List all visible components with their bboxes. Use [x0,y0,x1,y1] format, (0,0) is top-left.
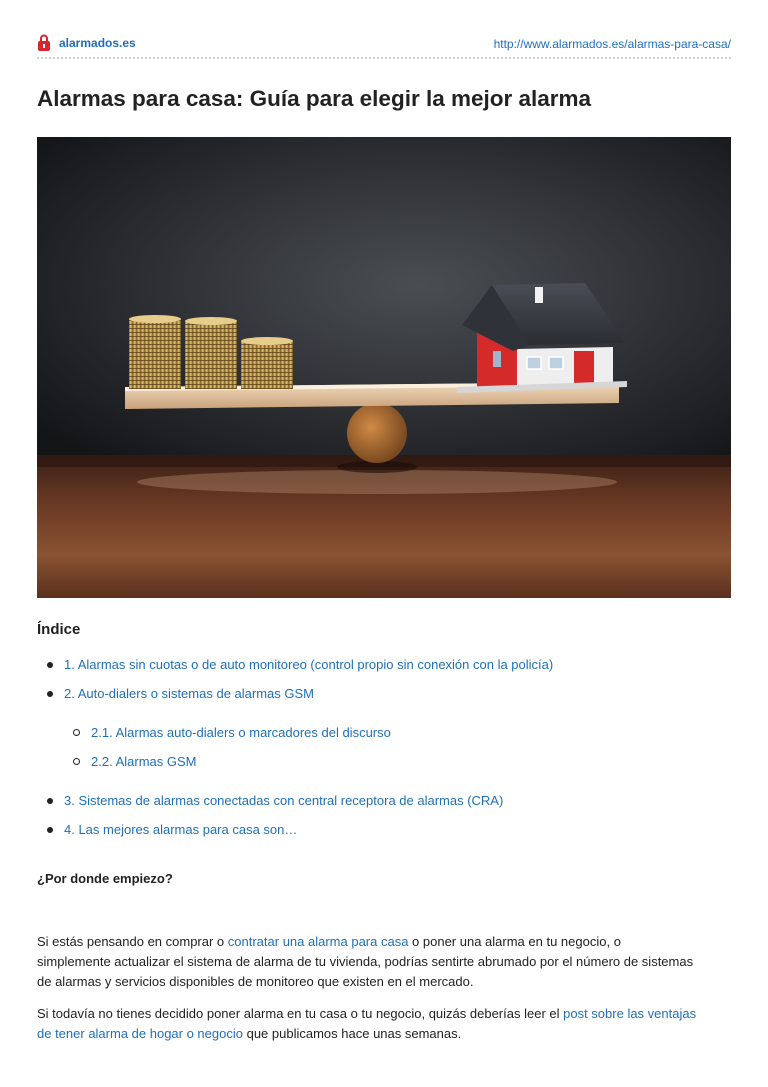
toc-item [45,793,553,822]
toc-sublink[interactable]: 2.1. Alarmas auto-dialers o marcadores del discurso [91,725,391,740]
toc-subitem [45,754,553,783]
toc-sublink[interactable]: 2.2. Alarmas GSM [91,754,197,769]
paragraph-text: o poner una alarma en tu negocio, o simplemente actualizar el sistema de alarma de tu vivienda, podrías sentirte abrumado por el número de sistemas de alarmas y servicios disponibles de monitoreo que existen en el mercado. [37,934,694,989]
paragraph-text: Si estás pensando en comprar o [37,934,228,949]
toc-link[interactable]: 3. Sistemas de alarmas conectadas con central receptora de alarmas (CRA) [64,793,504,808]
toc-link[interactable]: 1. Alarmas sin cuotas o de auto monitoreo (control propio sin conexión con la policía) [64,657,554,672]
toc-item [45,657,553,686]
toc-item [45,686,553,715]
paragraph [37,932,697,992]
site-brand[interactable] [37,34,136,52]
toc-heading: Índice [37,621,81,638]
lock-icon [37,34,51,52]
table-of-contents [45,657,553,851]
toc-spacer [45,715,553,725]
page-title: Alarmas para casa: Guía para elegir la mejor alarma [37,86,592,111]
paragraph [37,1004,697,1044]
header-divider [37,57,731,59]
toc-link[interactable]: 4. Las mejores alarmas para casa son… [64,822,298,837]
page-header [37,34,731,54]
toc-item [45,822,553,851]
hero-image [37,137,731,598]
page-url-link[interactable]: http://www.alarmados.es/alarmas-para-casa/ [493,37,731,51]
paragraph-text: que publicamos hace unas semanas. [242,1026,462,1041]
toc-spacer [45,783,553,793]
inline-link[interactable]: post sobre las ventajas de tener alarma de hogar o negocio [37,1006,697,1041]
section-heading: ¿Por donde empiezo? [37,871,173,886]
inline-link[interactable]: contratar una alarma para casa [227,934,409,949]
paragraph-text: Si todavía no tienes decidido poner alarma en tu casa o tu negocio, quizás deberías leer el [37,1006,564,1021]
toc-subitem [45,725,553,754]
toc-link[interactable]: 2. Auto-dialers o sistemas de alarmas GSM [64,686,314,701]
site-name: alarmados.es [59,36,136,50]
